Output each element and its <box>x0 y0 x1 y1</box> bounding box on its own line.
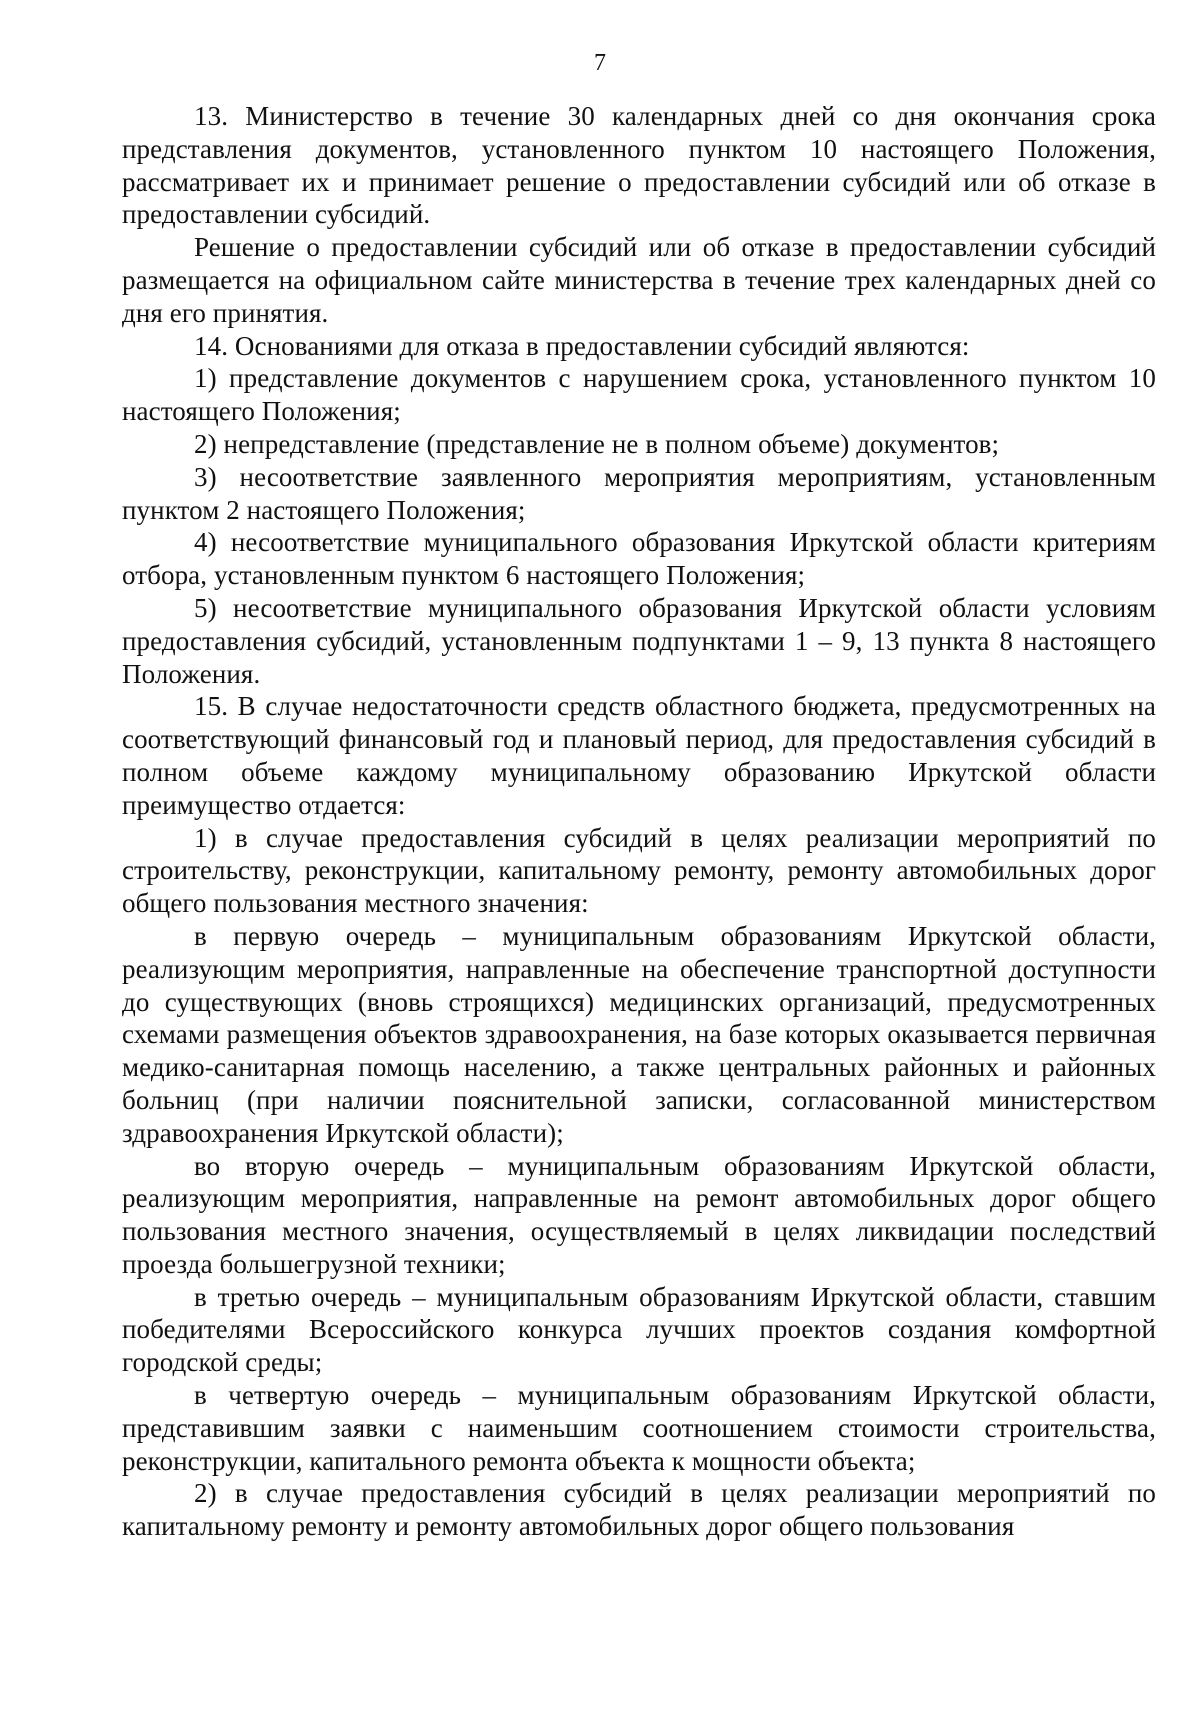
paragraph-15-item-2: 2) в случае предоставления субсидий в целях реализации мероприятий по капитальному ремонту и ремонту автомобильных дорог общего пользования <box>122 1478 1156 1542</box>
paragraph-priority-third: в третью очередь – муниципальным образованиям Иркутской области, ставшим победителями Всероссийского конкурса лучших проектов создания комфортной городской среды; <box>122 1281 1156 1378</box>
paragraph-14-item-4: 4) несоответствие муниципального образования Иркутской области критериям отбора, установленным пунктом 6 настоящего Положения; <box>122 527 1156 591</box>
paragraph-14-item-5: 5) несоответствие муниципального образования Иркутской области условиям предоставления субсидий, установленным подпунктами 1 – 9, 13 пункта 8 настоящего Положения. <box>122 592 1156 689</box>
paragraph-decision-publication: Решение о предоставлении субсидий или об отказе в предоставлении субсидий размещается на официальном сайте министерства в течение трех календарных дней со дня его принятия. <box>122 232 1156 328</box>
paragraph-14: 14. Основаниями для отказа в предоставлении субсидий являются: <box>194 330 970 361</box>
paragraph-priority-second: во вторую очередь – муниципальным образованиям Иркутской области, реализующим мероприятия, направленные на ремонт автомобильных дорог общего пользования местного значения, осуществляемый в целях ликвидации последствий проезда большегрузной техники; <box>122 1150 1156 1279</box>
paragraph-14-item-1: 1) представление документов с нарушением срока, установленного пунктом 10 настоящего Положения; <box>122 363 1156 427</box>
page-number: 7 <box>594 50 606 76</box>
paragraph-priority-first: в первую очередь – муниципальным образованиям Иркутской области, реализующим мероприятия, направленные на обеспечение транспортной доступности до существующих (вновь строящихся) медицинских организаций, предусмотренных схемами размещения объектов здравоохранения, на базе которых оказывается первичная медико-санитарная помощь населению, а также центральных районных и районных больниц (при наличии пояснительной записки, согласованной министерством здравоохранения Иркутской области); <box>122 920 1156 1148</box>
paragraph-15: 15. В случае недостаточности средств областного бюджета, предусмотренных на соответствующий финансовый год и плановый период, для предоставления субсидий в полном объеме каждому муниципальному образованию Иркутской области преимущество отдается: <box>122 691 1156 820</box>
document-body <box>122 100 1156 1543</box>
paragraph-13: 13. Министерство в течение 30 календарных дней со дня окончания срока представления документов, установленного пунктом 10 настоящего Положения, рассматривает их и принимает решение о предоставлении субсидий или об отказе в предоставлении субсидий. <box>122 101 1156 230</box>
paragraph-14-item-2: 2) непредставление (представление не в полном объеме) документов; <box>194 428 1000 459</box>
paragraph-15-item-1: 1) в случае предоставления субсидий в целях реализации мероприятий по строительству, реконструкции, капитальному ремонту, ремонту автомобильных дорог общего пользования местного значения: <box>122 822 1156 919</box>
paragraph-priority-fourth: в четвертую очередь – муниципальным образованиям Иркутской области, представившим заявки с наименьшим соотношением стоимости строительства, реконструкции, капитального ремонта объекта к мощности объекта; <box>122 1380 1156 1476</box>
paragraph-14-item-3: 3) несоответствие заявленного мероприятия мероприятиям, установленным пунктом 2 настоящего Положения; <box>122 461 1156 525</box>
